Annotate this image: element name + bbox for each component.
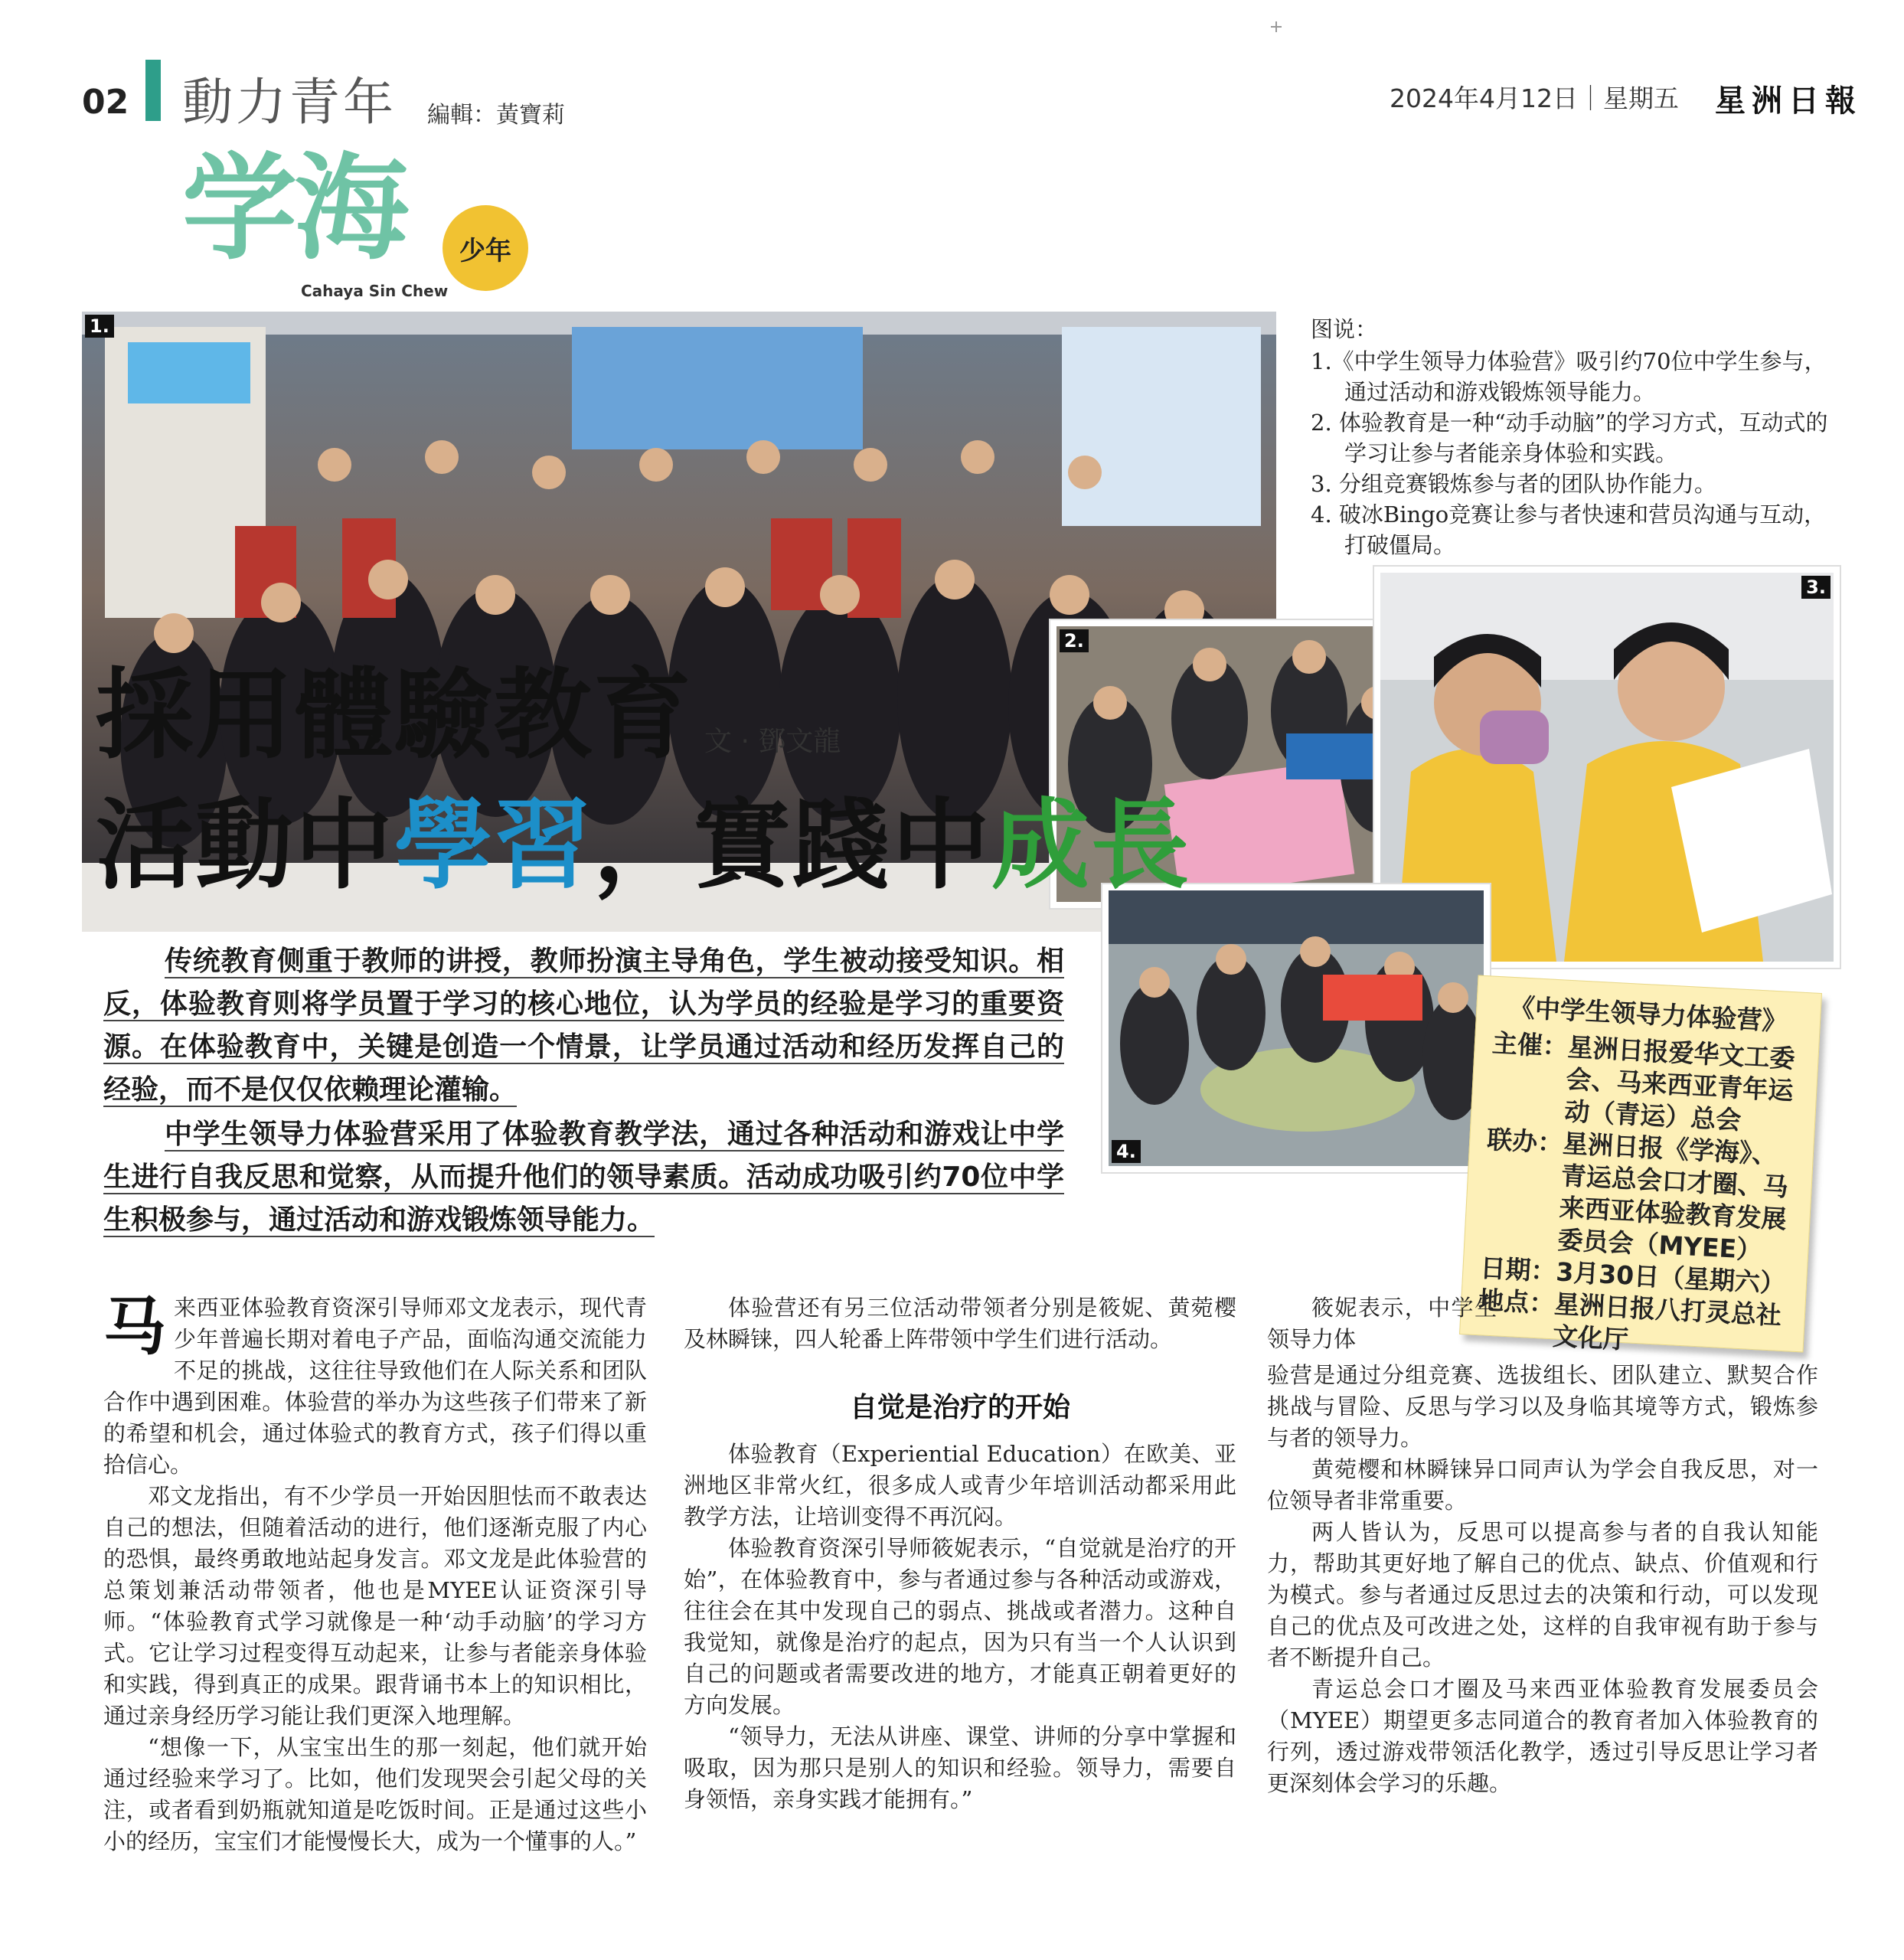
- drop-cap: 马: [103, 1290, 167, 1364]
- card-value: 星洲日报八打灵总社文化厅: [1552, 1289, 1782, 1355]
- page-number: 02: [82, 83, 129, 122]
- body-paragraph: 体验教育资深引导师筱妮表示，“自觉就是治疗的开始”，在体验教育中，参与者通过参与各种活动或游戏，往往会在其中发现自己的弱点、挑战或者潜力。这种自我觉知，就像是治疗的起点，因为只有当一个人认识到自己的问题或者需要改进的地方，才能真正朝着更好的方向发展。: [684, 1535, 1236, 1718]
- masthead: 星洲日報: [1715, 83, 1862, 119]
- column-logo: 学海: [182, 142, 407, 276]
- photo-label: 3.: [1801, 576, 1831, 599]
- caption-item: 4. 破冰Bingo竞赛让参与者快速和营员沟通与互动，打破僵局。: [1311, 501, 1827, 558]
- headline-text: 活動中: [96, 788, 395, 903]
- card-value: 星洲日报爱华文工委会、马来西亚青年运动（青运）总会: [1563, 1031, 1796, 1135]
- headline-highlight-blue: 學習: [394, 788, 594, 903]
- body-paragraph: 体验教育（Experiential Education）在欧美、亚洲地区非常火红，很多成人或青少年培训活动都采用此教学方法，让培训变得不再沉闷。: [684, 1441, 1236, 1530]
- caption-item: 3. 分组竞赛锻炼参与者的团队协作能力。: [1311, 471, 1716, 497]
- card-label: 日期：: [1479, 1253, 1557, 1287]
- caption-title: 图说：: [1311, 316, 1378, 342]
- photo-label: 1.: [85, 315, 114, 338]
- crop-mark-icon: [1271, 21, 1282, 32]
- body-paragraph: 验营是通过分组竞赛、选拔组长、团队建立、默契合作挑战与冒险、反思与学习以及身临其境等方式，锻炼参与者的领导力。: [1267, 1362, 1818, 1451]
- body-paragraph: 黄菀樱和林瞬铼异口同声认为学会自我反思，对一位领导者非常重要。: [1267, 1456, 1818, 1514]
- headline-line-2: [96, 788, 1191, 903]
- body-paragraph: “领导力，无法从讲座、课堂、讲师的分享中掌握和吸取，因为那只是别人的知识和经验。领导力，需要自身领悟，亲身实践才能拥有。”: [684, 1723, 1236, 1812]
- section-accent-bar: [145, 60, 161, 121]
- card-value: 3月30日（星期六）: [1555, 1256, 1786, 1299]
- card-title: 《中学生领导力体验营》: [1508, 991, 1788, 1037]
- section-title: 動力青年: [182, 73, 397, 132]
- headline-highlight-green: 成長: [991, 788, 1191, 903]
- lead-paragraphs: [103, 940, 1064, 1243]
- card-value: 星洲日报《学海》、青运总会口才圈、马来西亚体验教育发展委员会（MYEE）: [1556, 1128, 1789, 1266]
- photo-label: 2.: [1060, 629, 1089, 652]
- lead-paragraph: 传统教育侧重于教师的讲授，教师扮演主导角色，学生被动接受知识。相反，体验教育则将学员置于学习的核心地位，认为学员的经验是学习的重要资源。在体验教育中，关键是创造一个情景，让学员通过活动和经历发挥自己的经验，而不是仅仅依赖理论灌输。: [103, 946, 1064, 1106]
- headline-line-1: 採用體驗教育: [96, 658, 694, 773]
- photo-label: 4.: [1112, 1140, 1141, 1163]
- photo-captions: [1311, 314, 1847, 560]
- body-column-2: [684, 1292, 1236, 1815]
- logo-badge: 少年: [443, 205, 528, 291]
- card-label: 联办：: [1486, 1124, 1564, 1158]
- headline-text: ，實踐中: [593, 788, 992, 903]
- editor-credit: 編輯：黃寶莉: [427, 102, 565, 129]
- activity-photo-4: [1102, 884, 1490, 1172]
- lead-paragraph: 中学生领导力体验营采用了体验教育教学法，通过各种活动和游戏让中学生进行自我反思和觉察，从而提升他们的领导素质。活动成功吸引约70位中学生积极参与，通过活动和游戏锻炼领导能力。: [103, 1119, 1064, 1236]
- body-paragraph: 来西亚体验教育资深引导师邓文龙表示，现代青少年普遍长期对着电子产品，面临沟通交流能力不足的挑战，这往往导致他们在人际关系和团队合作中遇到困难。体验营的举办为这些孩子们带来了新的希望和机会，通过体验式的教育方式，孩子们得以重拾信心。: [103, 1295, 647, 1478]
- caption-item: 1.《中学生领导力体验营》吸引约70位中学生参与，通过活动和游戏锻炼领导能力。: [1311, 348, 1827, 405]
- byline: 文 · 鄧文龍: [704, 726, 841, 757]
- body-column-1: [103, 1292, 647, 1857]
- subheading: 自觉是治疗的开始: [849, 1392, 1070, 1423]
- body-paragraph: “想像一下，从宝宝出生的那一刻起，他们就开始通过经验来学习了。比如，他们发现哭会引起父母的关注，或者看到奶瓶就知道是吃饭时间。正是通过这些小小的经历，宝宝们才能慢慢长大，成为一个懂事的人。”: [103, 1734, 647, 1854]
- logo-subtitle: Cahaya Sin Chew: [301, 282, 449, 300]
- body-paragraph: 体验营还有另三位活动带领者分别是筱妮、黄菀樱及林瞬铼，四人轮番上阵带领中学生们进行活动。: [684, 1295, 1236, 1352]
- body-column-3: [1267, 1292, 1818, 1799]
- body-paragraph: 青运总会口才圈及马来西亚体验教育发展委员会（MYEE）期望更多志同道合的教育者加入体验教育的行列，透过游戏带领活化教学，透过引导反思让学习者更深刻体会学习的乐趣。: [1267, 1676, 1818, 1796]
- body-paragraph: 筱妮表示，中学生领导力体: [1267, 1295, 1497, 1352]
- card-label: 主催：: [1491, 1027, 1569, 1062]
- date-line: 2024年4月12日｜星期五: [1390, 83, 1679, 113]
- caption-item: 2. 体验教育是一种“动手动脑”的学习方式，互动式的学习让参与者能亲身体验和实践。: [1311, 410, 1828, 466]
- body-paragraph: 邓文龙指出，有不少学员一开始因胆怯而不敢表达自己的想法，但随着活动的进行，他们逐渐克服了内心的恐惧，最终勇敢地站起身发言。邓文龙是此体验营的总策划兼活动带领者，他也是MYEE认证资深引导师。“体验教育式学习就像是一种‘动手动脑’的学习方式。它让学习过程变得互动起来，让参与者能亲身体验和实践，得到真正的成果。跟背诵书本上的知识相比，通过亲身经历学习能让我们更深入地理解。: [103, 1483, 647, 1729]
- card-row: [1488, 1027, 1801, 1140]
- card-label: 地点：: [1478, 1285, 1556, 1319]
- card-row: [1481, 1123, 1797, 1268]
- body-paragraph: 两人皆认为，反思可以提高参与者的自我认知能力，帮助其更好地了解自己的优点、缺点、价值观和行为模式。参与者通过反思过去的决策和行动，可以发现自己的优点及可改进之处，这样的自我审视有助于参与者不断提升自己。: [1267, 1519, 1818, 1671]
- activity-photo-4-image: [1109, 890, 1484, 1166]
